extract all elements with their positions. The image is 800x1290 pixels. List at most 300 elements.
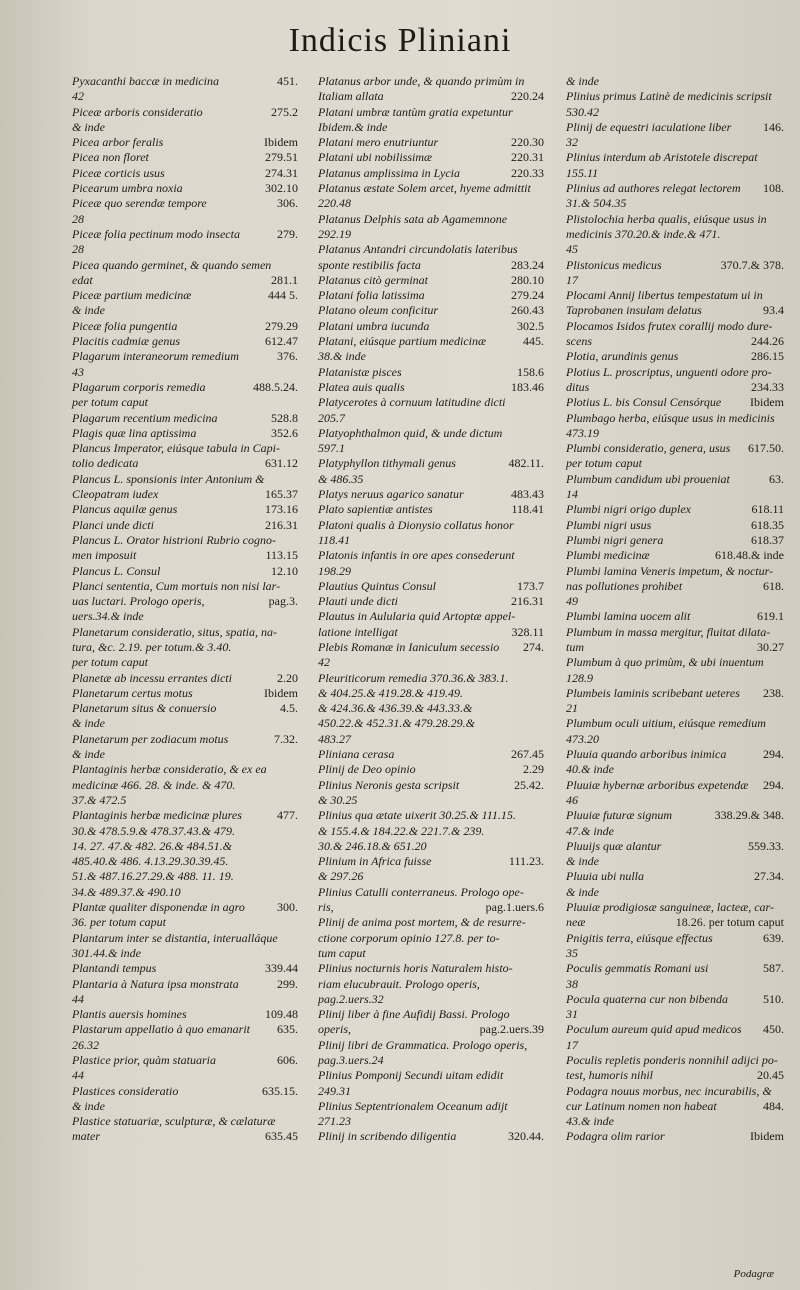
entry-text: & inde [72, 747, 105, 762]
entry-page-ref: 2.20 [277, 670, 298, 685]
entry-text: per totum caput [72, 655, 148, 670]
index-entry [72, 885, 298, 900]
index-entry [566, 105, 784, 120]
index-entry [318, 1038, 544, 1053]
index-entry [566, 594, 784, 609]
entry-text: Plinius Pomponij Secundi uitam edidit [318, 1068, 504, 1083]
entry-text: men imposuit [72, 548, 137, 563]
index-entry [318, 150, 544, 165]
index-entry [566, 824, 784, 839]
entry-page-ref: 631.12 [265, 456, 298, 471]
index-entry [72, 487, 298, 502]
index-entry [318, 869, 544, 884]
entry-text: Plinij de anima post mortem, & de resurre- [318, 915, 526, 930]
index-entry [72, 992, 298, 1007]
entry-page-ref: 286.15 [751, 349, 784, 364]
entry-text: Pnigitis terra, eiúsque effectus [566, 930, 713, 945]
index-entry [72, 824, 298, 839]
entry-page-ref: 20.45 [757, 1068, 784, 1083]
entry-page-ref: 109.48 [265, 1007, 298, 1022]
entry-text: Pocula quaterna cur non bibenda [566, 991, 728, 1006]
index-entry [72, 778, 298, 793]
entry-page-ref: pag.3. [268, 594, 298, 609]
entry-text: 292.19 [318, 226, 351, 241]
index-entry [72, 625, 298, 640]
index-entry [72, 303, 298, 318]
index-entry [566, 533, 784, 548]
entry-text: 485.40.& 486. 4.13.29.30.39.45. [72, 854, 229, 869]
entry-page-ref: 445. [523, 334, 544, 349]
entry-text: Plumbi consideratio, genera, usus [566, 441, 731, 456]
entry-text: Pluuia ubi nulla [566, 869, 644, 884]
entry-page-ref: Ibidem [264, 135, 298, 150]
entry-text: Plistonicus medicus [566, 257, 662, 272]
index-entry [72, 640, 298, 655]
entry-text: Planetarum certus motus [72, 685, 193, 700]
index-entry [72, 258, 298, 273]
index-entry [318, 502, 544, 517]
entry-text: Planci sententia, Cum mortuis non nisi lar- [72, 578, 281, 593]
entry-text: Plinium in Africa fuisse [318, 854, 432, 869]
entry-text: Plinius Catulli conterraneus. Prologo ope- [318, 884, 524, 899]
entry-page-ref: 444 5. [268, 288, 298, 303]
entry-page-ref: Ibidem [264, 685, 298, 700]
index-entry [566, 732, 784, 747]
entry-text: Poculis repletis ponderis nonnihil adijci po- [566, 1053, 778, 1067]
index-entry [566, 1129, 784, 1144]
entry-page-ref: 93.4 [763, 303, 784, 318]
index-entry [566, 625, 784, 640]
index-entry [318, 89, 544, 104]
index-entry [72, 502, 298, 517]
index-entry [318, 640, 544, 655]
entry-text: Plinius Neronis gesta scripsit [318, 777, 460, 792]
entry-text: Podagra olim rarior [566, 1129, 665, 1144]
index-entry [566, 441, 784, 456]
entry-text: 473.19 [566, 425, 599, 440]
entry-text: Plumbum candidum ubi proueniat [566, 471, 730, 486]
entry-page-ref: 220.33 [511, 165, 544, 180]
entry-page-ref: 300. [277, 900, 298, 915]
index-entry [318, 349, 544, 364]
entry-text: Plinij in scribendo diligentia [318, 1129, 457, 1144]
entry-text: Plauti unde dicti [318, 594, 398, 609]
index-entry [566, 303, 784, 318]
entry-page-ref: 118.41 [511, 502, 544, 517]
index-entry [566, 762, 784, 777]
entry-text: Platano oleum conficitur [318, 303, 438, 318]
entry-page-ref: 30.27 [757, 639, 784, 654]
entry-text: Plancus L. sponsionis inter Antonium & [72, 471, 265, 486]
entry-page-ref: 113.15 [265, 548, 298, 563]
entry-text: Plantarum inter se distantia, interualláque [72, 930, 278, 945]
entry-text: 34.& 489.37.& 490.10 [72, 884, 181, 899]
entry-text: Plagarum recentium medicina [72, 410, 218, 425]
index-entry [566, 212, 784, 227]
index-entry [566, 487, 784, 502]
entry-page-ref: 279. [277, 226, 298, 241]
entry-page-ref: 618.37 [751, 532, 784, 547]
index-entry [318, 579, 544, 594]
index-entry [318, 961, 544, 976]
entry-page-ref: 183.46 [511, 379, 544, 394]
index-entry [566, 701, 784, 716]
entry-text: Piceæ arboris consideratio [72, 104, 203, 119]
entry-text: 47.& inde [566, 823, 614, 838]
entry-text: per totum caput [566, 456, 642, 471]
index-entry [566, 1114, 784, 1129]
entry-text: Platanus Antandri circundolatis lateribus [318, 242, 518, 257]
index-entry [318, 518, 544, 533]
entry-text: Plinius qua ætate uixerit 30.25.& 111.15. [318, 808, 516, 823]
entry-text: Piceæ folia pectinum modo insecta [72, 226, 240, 241]
entry-text: Picearum umbra noxia [72, 181, 183, 196]
entry-page-ref: 510. [763, 991, 784, 1006]
entry-text: Plinij de Deo opinio [318, 762, 416, 777]
index-entry [566, 1053, 784, 1068]
index-entry [566, 1084, 784, 1099]
entry-text: 14. 27. 47.& 482. 26.& 484.51.& [72, 838, 233, 853]
index-entry [566, 411, 784, 426]
entry-page-ref: 158.6 [517, 364, 544, 379]
entry-text: Platanus citò germinat [318, 272, 428, 287]
entry-text: neæ [566, 915, 586, 930]
index-entry [566, 518, 784, 533]
index-entry [566, 869, 784, 884]
index-column-1 [72, 74, 298, 1145]
entry-text: Picea non floret [72, 150, 149, 165]
entry-text: 483.27 [318, 731, 351, 746]
entry-page-ref: 635.15. [262, 1083, 298, 1098]
entry-page-ref: 635. [277, 1022, 298, 1037]
entry-text: Platani umbræ tantùm gratia expetuntur [318, 104, 513, 119]
entry-text: Platani mero enutriuntur [318, 135, 439, 150]
entry-text: & 486.35 [318, 471, 364, 486]
index-column-2 [318, 74, 544, 1145]
entry-text: 37.& 472.5 [72, 792, 127, 807]
index-entry [566, 242, 784, 257]
entry-text: Platycerotes à cornuum latitudine dicti [318, 395, 506, 410]
index-entry [566, 349, 784, 364]
entry-text: Plumbum oculi uitium, eiúsque remedium [566, 716, 766, 731]
index-entry [318, 411, 544, 426]
entry-page-ref: 173.16 [265, 502, 298, 517]
entry-text: Platanus arbor unde, & quando primùm in [318, 74, 525, 88]
entry-text: Plagarum corporis remedia [72, 379, 206, 394]
entry-text: Plinius nocturnis horis Naturalem histo- [318, 961, 513, 976]
entry-page-ref: Ibidem [750, 1129, 784, 1144]
entry-text: Platani ubi nobilissimæ [318, 150, 433, 165]
entry-text: 301.44.& inde [72, 945, 141, 960]
index-entry [566, 74, 784, 89]
index-entry [566, 227, 784, 242]
entry-page-ref: 338.29.& 348. [714, 808, 784, 823]
index-entry [566, 915, 784, 930]
entry-page-ref: 294. [763, 747, 784, 762]
index-entry [566, 579, 784, 594]
index-entry [72, 89, 298, 104]
index-entry [72, 1084, 298, 1099]
index-entry [318, 181, 544, 196]
entry-page-ref: 283.24 [511, 257, 544, 272]
catchword: Podagræ [733, 1268, 774, 1280]
index-entry [72, 334, 298, 349]
entry-text: Plantaria à Natura ipsa monstrata [72, 976, 239, 991]
index-entry [72, 518, 298, 533]
entry-page-ref: 260.43 [511, 303, 544, 318]
entry-text: 271.23 [318, 1114, 351, 1129]
entry-text: & inde [72, 119, 105, 134]
entry-text: Plantaginis herbæ medicinæ plures [72, 808, 242, 823]
index-entry [318, 992, 544, 1007]
entry-text: Platyphyllon tithymali genus [318, 456, 456, 471]
entry-text: Pleuriticorum remedia 370.36.& 383.1. [318, 670, 509, 685]
entry-text: 28 [72, 211, 84, 226]
entry-text: Plastice prior, quàm statuaria [72, 1053, 217, 1067]
entry-page-ref: 376. [277, 349, 298, 364]
index-entry [72, 564, 298, 579]
index-entry [318, 426, 544, 441]
index-entry [318, 885, 544, 900]
entry-text: Platanus æstate Solem arcet, hyeme admittit [318, 181, 531, 196]
index-entry [72, 701, 298, 716]
index-entry [72, 365, 298, 380]
entry-page-ref: 274. [523, 639, 544, 654]
entry-text: Plastice statuariæ, sculpturæ, & cælaturæ [72, 1114, 276, 1129]
entry-text: Plistolochia herba qualis, eiúsque usus in [566, 211, 767, 226]
index-entry [318, 1084, 544, 1099]
index-entry [566, 900, 784, 915]
index-entry [72, 273, 298, 288]
entry-text: Platonis infantis in ore apes consederunt [318, 548, 515, 563]
index-entry [72, 441, 298, 456]
entry-text: Italiam allata [318, 89, 384, 104]
entry-text: Platyophthalmon quid, & unde dictum [318, 425, 503, 440]
entry-page-ref: 165.37 [265, 487, 298, 502]
entry-text: Plinij libri de Grammatica. Prologo operis, [318, 1037, 528, 1052]
index-entry [318, 762, 544, 777]
entry-text: mater [72, 1129, 100, 1144]
index-entry [318, 196, 544, 211]
entry-page-ref: 617.50. [748, 441, 784, 456]
index-entry [566, 1099, 784, 1114]
entry-page-ref: 274.31 [265, 165, 298, 180]
index-entry [318, 487, 544, 502]
entry-text: ditus [566, 379, 590, 394]
index-entry [72, 671, 298, 686]
page-title: Indicis Pliniani [288, 22, 512, 59]
entry-text: Plumbi nigri usus [566, 517, 652, 532]
entry-text: Pyxacanthi baccæ in medicina [72, 74, 219, 88]
index-entry [318, 716, 544, 731]
entry-text: 198.29 [318, 563, 351, 578]
entry-page-ref: 294. [763, 777, 784, 792]
index-entry [566, 778, 784, 793]
entry-text: 450.22.& 452.31.& 479.28.29.& [318, 716, 476, 731]
entry-text: Placitis cadmiæ genus [72, 334, 180, 349]
index-entry [318, 227, 544, 242]
entry-text: Plocamos Isidos frutex corallij modo dure- [566, 318, 773, 333]
index-entry [318, 686, 544, 701]
entry-text: pag.2.uers.32 [318, 991, 384, 1006]
index-entry [566, 716, 784, 731]
index-entry [72, 900, 298, 915]
index-entry [566, 931, 784, 946]
entry-page-ref: 220.31 [511, 150, 544, 165]
index-entry [72, 212, 298, 227]
entry-text: Piceæ corticis usus [72, 165, 165, 180]
entry-text: edat [72, 272, 93, 287]
index-entry [318, 793, 544, 808]
entry-page-ref: 477. [277, 808, 298, 823]
entry-text: Plancus L. Consul [72, 563, 161, 578]
entry-text: & inde [72, 1098, 105, 1113]
index-entry [566, 150, 784, 165]
entry-text: Plumbi nigri origo duplex [566, 502, 691, 517]
entry-page-ref: 639. [763, 930, 784, 945]
index-entry [318, 824, 544, 839]
entry-page-ref: 220.30 [511, 135, 544, 150]
index-entry [318, 212, 544, 227]
entry-text: 14 [566, 487, 578, 502]
index-entry [318, 747, 544, 762]
entry-text: Plancus aquilæ genus [72, 502, 178, 517]
entry-text: tum caput [318, 945, 366, 960]
entry-text: 205.7 [318, 410, 345, 425]
index-entry [72, 1129, 298, 1144]
entry-text: 473.20 [566, 731, 599, 746]
entry-page-ref: 18.26. per totum caput [675, 915, 784, 930]
index-entry [318, 395, 544, 410]
entry-text: Platani, eiúsque partium medicinæ [318, 334, 486, 349]
entry-text: Platanistæ pisces [318, 364, 402, 379]
index-entry [318, 1022, 544, 1037]
index-entry [72, 869, 298, 884]
entry-text: & inde [566, 74, 599, 88]
index-entry [318, 548, 544, 563]
index-entry [566, 426, 784, 441]
entry-page-ref: 451. [277, 74, 298, 88]
index-entry [72, 548, 298, 563]
entry-text: Plancus Imperator, eiúsque tabula in Capi- [72, 441, 280, 456]
index-entry [318, 671, 544, 686]
entry-text: tolio dedicata [72, 456, 139, 471]
index-entry [72, 1038, 298, 1053]
entry-page-ref: pag.2.uers.39 [479, 1022, 544, 1037]
index-entry [318, 533, 544, 548]
index-entry [318, 915, 544, 930]
index-entry [318, 288, 544, 303]
index-entry [566, 609, 784, 624]
entry-text: operis, [318, 1022, 351, 1037]
entry-text: Plinius ad authores relegat lectorem [566, 181, 741, 196]
entry-text: per totum caput [72, 395, 148, 410]
entry-text: Plinij de equestri iaculatione liber [566, 119, 732, 134]
index-entry [566, 273, 784, 288]
index-entry [566, 961, 784, 976]
entry-text: Ibidem.& inde [318, 119, 388, 134]
entry-text: Plumbi lamina uocem alit [566, 609, 691, 624]
index-entry [318, 135, 544, 150]
entry-text: 49 [566, 594, 578, 609]
index-entry [72, 655, 298, 670]
entry-page-ref: 528.8 [271, 410, 298, 425]
index-entry [318, 472, 544, 487]
index-entry [566, 1038, 784, 1053]
entry-text: 35 [566, 945, 578, 960]
entry-text: Cleopatram iudex [72, 487, 159, 502]
entry-text: Plumbeis laminis scribebant ueteres [566, 685, 740, 700]
index-entry [72, 854, 298, 869]
entry-text: 40.& inde [566, 762, 614, 777]
entry-text: Plinius primus Latinè de medicinis scripsit [566, 89, 772, 104]
entry-text: & 155.4.& 184.22.& 221.7.& 239. [318, 823, 485, 838]
index-entry [72, 533, 298, 548]
entry-page-ref: pag.1.uers.6 [485, 900, 544, 915]
index-entry [72, 1114, 298, 1129]
entry-text: Piceæ quo serendæ tempore [72, 196, 207, 211]
index-entry [72, 456, 298, 471]
entry-text: Plagis quæ lina aptissima [72, 425, 197, 440]
entry-text: Plantis auersis homines [72, 1007, 187, 1022]
entry-text: uas luctari. Prologo operis, [72, 594, 205, 609]
entry-text: test, humoris nihil [566, 1068, 654, 1083]
entry-text: Planetarum consideratio, situs, spatia, na- [72, 624, 277, 639]
index-entry [318, 258, 544, 273]
entry-text: 45 [566, 242, 578, 257]
index-entry [566, 380, 784, 395]
entry-text: 44 [72, 991, 84, 1006]
index-entry [318, 242, 544, 257]
index-entry [318, 594, 544, 609]
index-entry [72, 931, 298, 946]
index-entry [566, 548, 784, 563]
index-entry [566, 671, 784, 686]
index-entry [72, 105, 298, 120]
entry-text: latione intelligat [318, 624, 398, 639]
entry-text: 249.31 [318, 1083, 351, 1098]
entry-text: Plumbi medicinæ [566, 548, 650, 563]
index-entry [72, 1068, 298, 1083]
entry-page-ref: 618.35 [751, 517, 784, 532]
index-entry [318, 380, 544, 395]
entry-page-ref: 483.43 [511, 487, 544, 502]
entry-page-ref: 352.6 [271, 425, 298, 440]
index-entry [72, 135, 298, 150]
entry-text: & inde [566, 884, 599, 899]
entry-page-ref: 275.2 [271, 104, 298, 119]
entry-text: Plantaginis herbæ consideratio, & ex ea [72, 762, 267, 777]
entry-page-ref: 279.29 [265, 318, 298, 333]
entry-text: 38 [566, 976, 578, 991]
index-entry [72, 426, 298, 441]
entry-page-ref: Ibidem [750, 395, 784, 410]
index-entry [566, 946, 784, 961]
entry-text: 30.& 246.18.& 651.20 [318, 838, 427, 853]
index-entry [72, 609, 298, 624]
entry-page-ref: 450. [763, 1022, 784, 1037]
index-entry [72, 395, 298, 410]
entry-page-ref: 559.33. [748, 838, 784, 853]
index-entry [72, 472, 298, 487]
index-entry [318, 808, 544, 823]
index-entry [318, 900, 544, 915]
entry-page-ref: 339.44 [265, 961, 298, 976]
entry-text: & 30.25 [318, 792, 358, 807]
index-entry [72, 579, 298, 594]
index-entry [72, 915, 298, 930]
entry-text: 17 [566, 1037, 578, 1052]
